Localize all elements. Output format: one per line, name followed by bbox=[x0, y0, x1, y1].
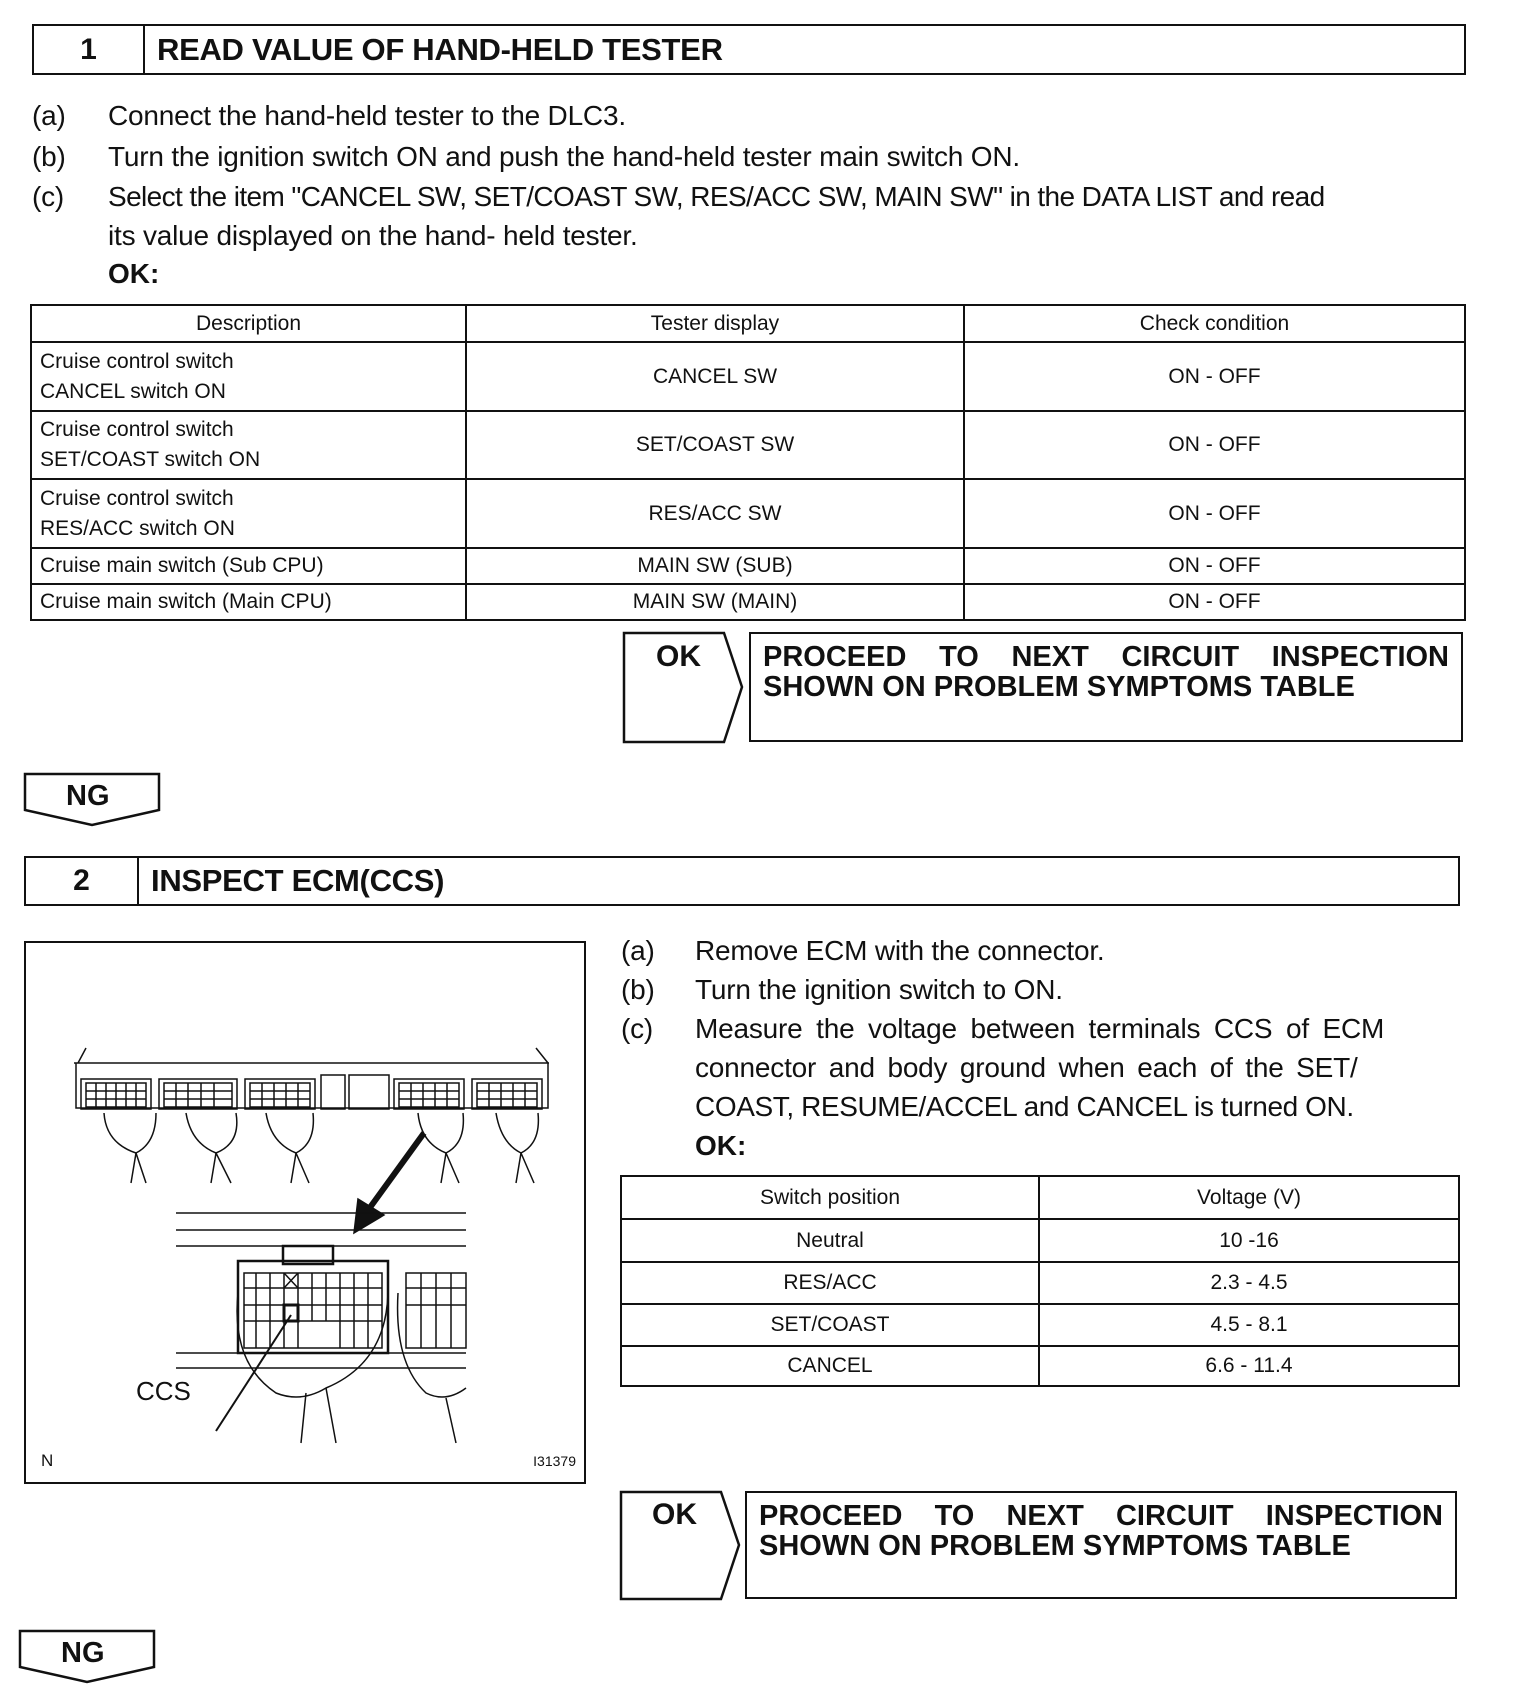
step-number: 2 bbox=[26, 858, 139, 904]
tester-display-cell: CANCEL SW bbox=[466, 342, 964, 411]
ng-tag-label: NG bbox=[61, 1637, 105, 1669]
instruction-text: Remove ECM with the connector. bbox=[695, 935, 1105, 966]
switch-position-cell: SET/COAST bbox=[621, 1304, 1039, 1346]
instruction-c-cont: COAST, RESUME/ACCEL and CANCEL is turned ON. bbox=[695, 1091, 1354, 1122]
table-row bbox=[621, 1219, 1459, 1262]
description-line: SET/COAST switch ON bbox=[40, 448, 261, 471]
description-line: RES/ACC switch ON bbox=[40, 516, 235, 540]
figure-id: I31379 bbox=[533, 1453, 576, 1469]
description-cell bbox=[31, 342, 466, 411]
ok-result-box bbox=[749, 632, 1463, 742]
tester-display-cell: RES/ACC SW bbox=[466, 479, 964, 548]
instruction-b bbox=[32, 141, 1020, 173]
voltage-cell: 6.6 - 11.4 bbox=[1039, 1346, 1459, 1386]
tester-display-cell: MAIN SW (SUB) bbox=[466, 548, 964, 584]
table-header-row bbox=[621, 1176, 1459, 1219]
result-line: SHOWN ON PROBLEM SYMPTOMS TABLE bbox=[759, 1530, 1351, 1562]
description-line: Cruise control switch bbox=[40, 486, 234, 510]
instruction-text: Select the item "CANCEL SW, SET/COAST SW, RES/ACC SW, MAIN SW" in the DATA LIST and read bbox=[108, 181, 1325, 212]
table-row bbox=[31, 342, 1465, 411]
ok-tag-label: OK bbox=[656, 640, 701, 673]
tester-display-cell: MAIN SW (MAIN) bbox=[466, 584, 964, 620]
instruction-label: (a) bbox=[32, 100, 66, 131]
instruction-label: (c) bbox=[32, 181, 65, 212]
description-line: Cruise control switch bbox=[40, 418, 234, 441]
description-cell: Cruise main switch (Main CPU) bbox=[31, 584, 466, 620]
column-header: Switch position bbox=[621, 1176, 1039, 1219]
instruction-label: (a) bbox=[621, 935, 655, 966]
instruction-label: (c) bbox=[621, 1013, 654, 1044]
check-condition-cell: ON - OFF bbox=[964, 548, 1465, 584]
description-cell: Cruise main switch (Sub CPU) bbox=[31, 548, 466, 584]
instruction-label: (b) bbox=[621, 974, 655, 1005]
instruction-c bbox=[621, 1013, 1461, 1045]
step-title: INSPECT ECM(CCS) bbox=[151, 863, 445, 898]
ng-tag-label: NG bbox=[66, 780, 110, 812]
check-condition-cell: ON - OFF bbox=[964, 342, 1465, 411]
check-condition-cell: ON - OFF bbox=[964, 411, 1465, 479]
table-row bbox=[31, 584, 1465, 620]
description-line: CANCEL switch ON bbox=[40, 379, 226, 403]
table-header-row bbox=[31, 305, 1465, 342]
table-row bbox=[621, 1262, 1459, 1304]
instruction-text: Turn the ignition switch ON and push the hand-held tester main switch ON. bbox=[108, 141, 1020, 172]
ecm-connector-illustration bbox=[24, 941, 586, 1484]
instruction-text: Turn the ignition switch to ON. bbox=[695, 974, 1063, 1005]
ok-criteria-label: OK: bbox=[695, 1130, 747, 1161]
voltage-cell: 2.3 - 4.5 bbox=[1039, 1262, 1459, 1304]
table-row bbox=[621, 1304, 1459, 1346]
description-line: Cruise control switch bbox=[40, 349, 234, 373]
step-title: READ VALUE OF HAND-HELD TESTER bbox=[157, 31, 723, 67]
table-row bbox=[31, 479, 1465, 548]
instruction-c-cont: connector and body ground when each of the SET/ bbox=[695, 1052, 1358, 1083]
description-cell bbox=[31, 479, 466, 548]
check-condition-cell: ON - OFF bbox=[964, 479, 1465, 548]
column-header: Tester display bbox=[466, 305, 964, 342]
step-1-header bbox=[32, 24, 1466, 75]
ccs-callout-label: CCS bbox=[136, 1376, 191, 1406]
instruction-label: (b) bbox=[32, 141, 66, 172]
table-row bbox=[31, 411, 1465, 479]
figure-corner-mark: N bbox=[41, 1451, 54, 1470]
table-row bbox=[621, 1346, 1459, 1386]
instruction-text: Measure the voltage between terminals CCS of ECM bbox=[695, 1013, 1385, 1044]
column-header: Voltage (V) bbox=[1039, 1176, 1459, 1219]
table-row bbox=[31, 548, 1465, 584]
instruction-a bbox=[32, 100, 626, 132]
ok-result-box bbox=[745, 1491, 1457, 1599]
switch-position-cell: RES/ACC bbox=[621, 1262, 1039, 1304]
step-number: 1 bbox=[34, 26, 145, 73]
column-header: Description bbox=[31, 305, 466, 342]
switch-position-cell: Neutral bbox=[621, 1219, 1039, 1262]
result-line: PROCEED TO NEXT CIRCUIT INSPECTION bbox=[759, 1500, 1443, 1532]
description-cell bbox=[31, 411, 466, 479]
instruction-a bbox=[621, 935, 1105, 967]
voltage-cell: 10 -16 bbox=[1039, 1219, 1459, 1262]
tester-display-table bbox=[30, 304, 1466, 621]
instruction-c-cont: its value displayed on the hand- held tester. bbox=[108, 220, 638, 251]
check-condition-cell: ON - OFF bbox=[964, 584, 1465, 620]
tester-display-cell: SET/COAST SW bbox=[466, 411, 964, 479]
instruction-text: Connect the hand-held tester to the DLC3. bbox=[108, 100, 626, 131]
ok-criteria-label: OK: bbox=[108, 258, 160, 289]
voltage-table bbox=[620, 1175, 1460, 1387]
step-2-header bbox=[24, 856, 1460, 906]
column-header: Check condition bbox=[964, 305, 1465, 342]
upper-connectors bbox=[81, 1075, 542, 1183]
instruction-b bbox=[621, 974, 1063, 1006]
ok-tag-label: OK bbox=[652, 1498, 697, 1531]
result-line: SHOWN ON PROBLEM SYMPTOMS TABLE bbox=[763, 671, 1355, 703]
ecm-connector-drawing bbox=[26, 943, 583, 1481]
switch-position-cell: CANCEL bbox=[621, 1346, 1039, 1386]
instruction-c bbox=[32, 181, 1325, 213]
voltage-cell: 4.5 - 8.1 bbox=[1039, 1304, 1459, 1346]
result-line: PROCEED TO NEXT CIRCUIT INSPECTION bbox=[763, 641, 1449, 673]
